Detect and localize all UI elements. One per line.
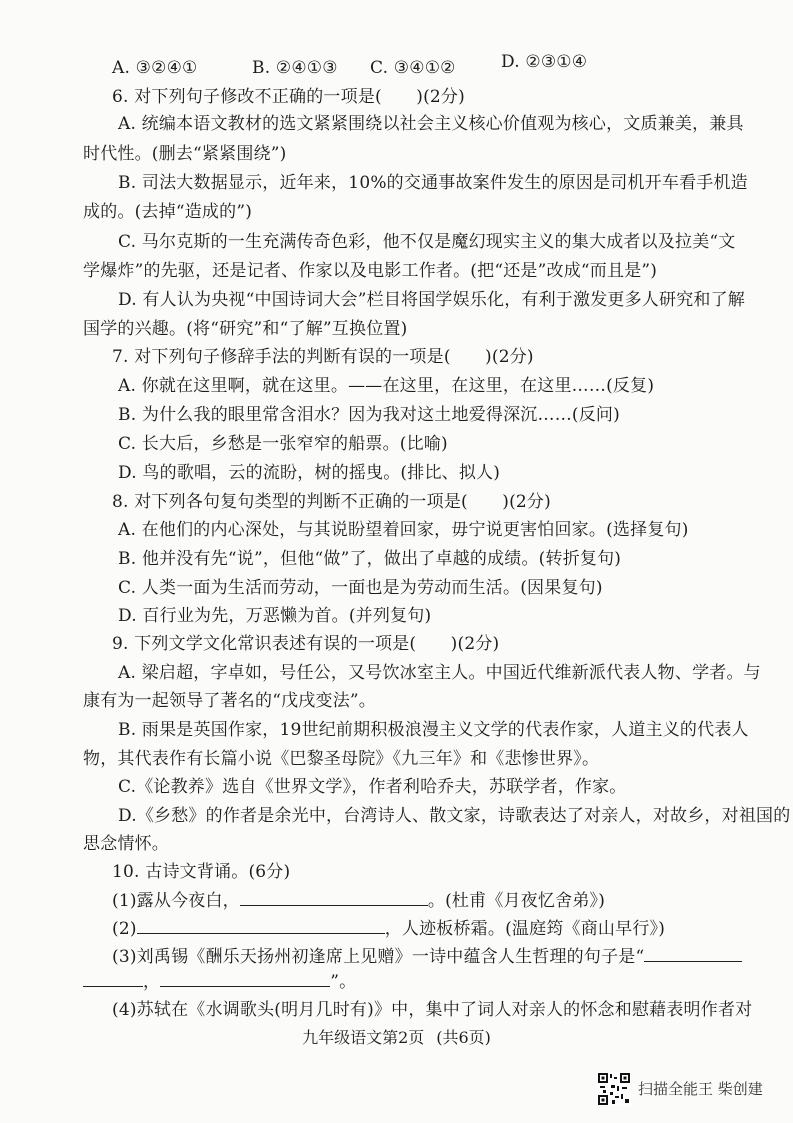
q10-item-3-blank-2[interactable] xyxy=(160,970,330,987)
q10-item-1-prefix: (1)露从今夜白， xyxy=(112,891,240,911)
q9-option-a-line1: A. 梁启超，字卓如，号任公，又号饮冰室主人。中国近代维新派代表人物、学者。与 xyxy=(118,663,761,683)
q6-option-b-line1: B. 司法大数据显示，近年来，10%的交通事故案件发生的原因是司机开车看手机造 xyxy=(118,173,748,193)
q10-item-1 xyxy=(112,889,605,912)
q9-stem: 9. 下列文学文化常识表述有误的一项是( )(2分) xyxy=(112,634,500,654)
q5-option-a: A. ③②④① xyxy=(112,58,198,78)
footer-page-label: 九年级语文第2页 xyxy=(302,1028,425,1047)
q9-option-b-line1: B. 雨果是英国作家，19世纪前期积极浪漫主义文学的代表作家，人道主义的代表人 xyxy=(118,720,749,740)
q7-option-b: B. 为什么我的眼里常含泪水？因为我对这土地爱得深沉……(反问) xyxy=(118,405,620,425)
q10-item-3-blank-1[interactable] xyxy=(644,945,742,962)
q10-stem: 10. 古诗文背诵。(6分) xyxy=(112,862,291,882)
q8-option-c: C. 人类一面为生活而劳动，一面也是为劳动而生活。(因果复句) xyxy=(118,578,603,598)
q8-option-d: D. 百行业为先，万恶懒为首。(并列复句) xyxy=(118,606,432,626)
q10-item-1-suffix: 。(杜甫《月夜忆舍弟》) xyxy=(427,891,606,911)
q8-option-b: B. 他并没有先“说”，但他“做”了，做出了卓越的成绩。(转折复句) xyxy=(118,549,622,569)
q7-option-c: C. 长大后，乡愁是一张窄窄的船票。(比喻) xyxy=(118,434,448,454)
q10-item-3-suffix: ”。 xyxy=(330,972,357,992)
q9-option-c: C.《论教养》选自《世界文学》，作者利哈乔夫，苏联学者，作家。 xyxy=(118,777,627,797)
footer-total-label: (共6页) xyxy=(436,1028,491,1047)
q6-option-c-line2: 学爆炸”的先驱，还是记者、作家以及电影工作者。(把“还是”改成“而且是”) xyxy=(83,261,658,281)
q5-option-c: C. ③④①② xyxy=(370,58,456,78)
q10-item-4: (4)苏轼在《水调歌头(明月几时有)》中，集中了词人对亲人的怀念和慰藉表明作者对 xyxy=(112,1000,753,1020)
q10-item-2 xyxy=(112,917,665,940)
q6-option-a-line2: 时代性。(删去“紧紧围绕”) xyxy=(83,144,287,164)
q10-item-3-separator: ， xyxy=(143,972,161,992)
q5-options xyxy=(112,52,712,79)
q6-option-a-line1: A. 统编本语文教材的选文紧紧围绕以社会主义核心价值观为核心，文质兼美，兼具 xyxy=(118,114,744,134)
scanner-watermark: 扫描全能王 柴创建 xyxy=(638,1080,763,1098)
q9-option-d-line1: D.《乡愁》的作者是余光中，台湾诗人、散文家，诗歌表达了对亲人，对故乡，对祖国的 xyxy=(118,806,791,826)
q9-option-d-line2: 思念情怀。 xyxy=(83,834,169,854)
qr-code-icon xyxy=(597,1072,631,1106)
page-footer xyxy=(0,1025,793,1048)
q9-option-a-line2: 康有为一起领导了著名的“戊戌变法”。 xyxy=(83,691,376,711)
q10-item-3-blank-1-cont[interactable] xyxy=(83,970,143,987)
q5-option-d: D. ②③①④ xyxy=(501,52,588,72)
q7-option-a: A. 你就在这里啊，就在这里。——在这里，在这里，在这里……(反复) xyxy=(118,376,655,396)
q6-stem: 6. 对下列句子修改不正确的一项是( )(2分) xyxy=(112,87,465,107)
q10-item-3-line1 xyxy=(112,945,742,968)
q8-option-a: A. 在他们的内心深处，与其说盼望着回家，毋宁说更害怕回家。(选择复句) xyxy=(118,520,689,540)
q8-stem: 8. 对下列各句复句类型的判断不正确的一项是( )(2分) xyxy=(112,492,551,512)
q10-item-2-prefix: (2) xyxy=(112,919,137,939)
q10-item-3-prefix: (3)刘禹锡《酬乐天扬州初逢席上见赠》一诗中蕴含人生哲理的句子是“ xyxy=(112,947,645,967)
q10-item-1-blank[interactable] xyxy=(240,889,428,906)
q10-item-2-suffix: ，人迹板桥霜。(温庭筠《商山早行》) xyxy=(384,919,666,939)
q5-option-b: B. ②④①③ xyxy=(252,58,338,78)
q7-stem: 7. 对下列句子修辞手法的判断有误的一项是( )(2分) xyxy=(112,347,534,367)
q9-option-b-line2: 物，其代表作有长篇小说《巴黎圣母院》《九三年》和《悲惨世界》。 xyxy=(83,749,600,769)
q10-item-3-line2 xyxy=(83,970,356,993)
q6-option-c-line1: C. 马尔克斯的一生充满传奇色彩，他不仅是魔幻现实主义的集大成者以及拉美“文 xyxy=(118,232,736,252)
q7-option-d: D. 鸟的歌唱，云的流盼，树的摇曳。(排比、拟人) xyxy=(118,463,501,483)
q6-option-d-line2: 国学的兴趣。(将“研究”和“了解”互换位置) xyxy=(83,319,408,339)
q10-item-2-blank[interactable] xyxy=(137,917,385,934)
q6-option-b-line2: 成的。(去掉“造成的”) xyxy=(83,202,253,222)
q6-option-d-line1: D. 有人认为央视“中国诗词大会”栏目将国学娱乐化，有利于激发更多人研究和了解 xyxy=(118,290,746,310)
